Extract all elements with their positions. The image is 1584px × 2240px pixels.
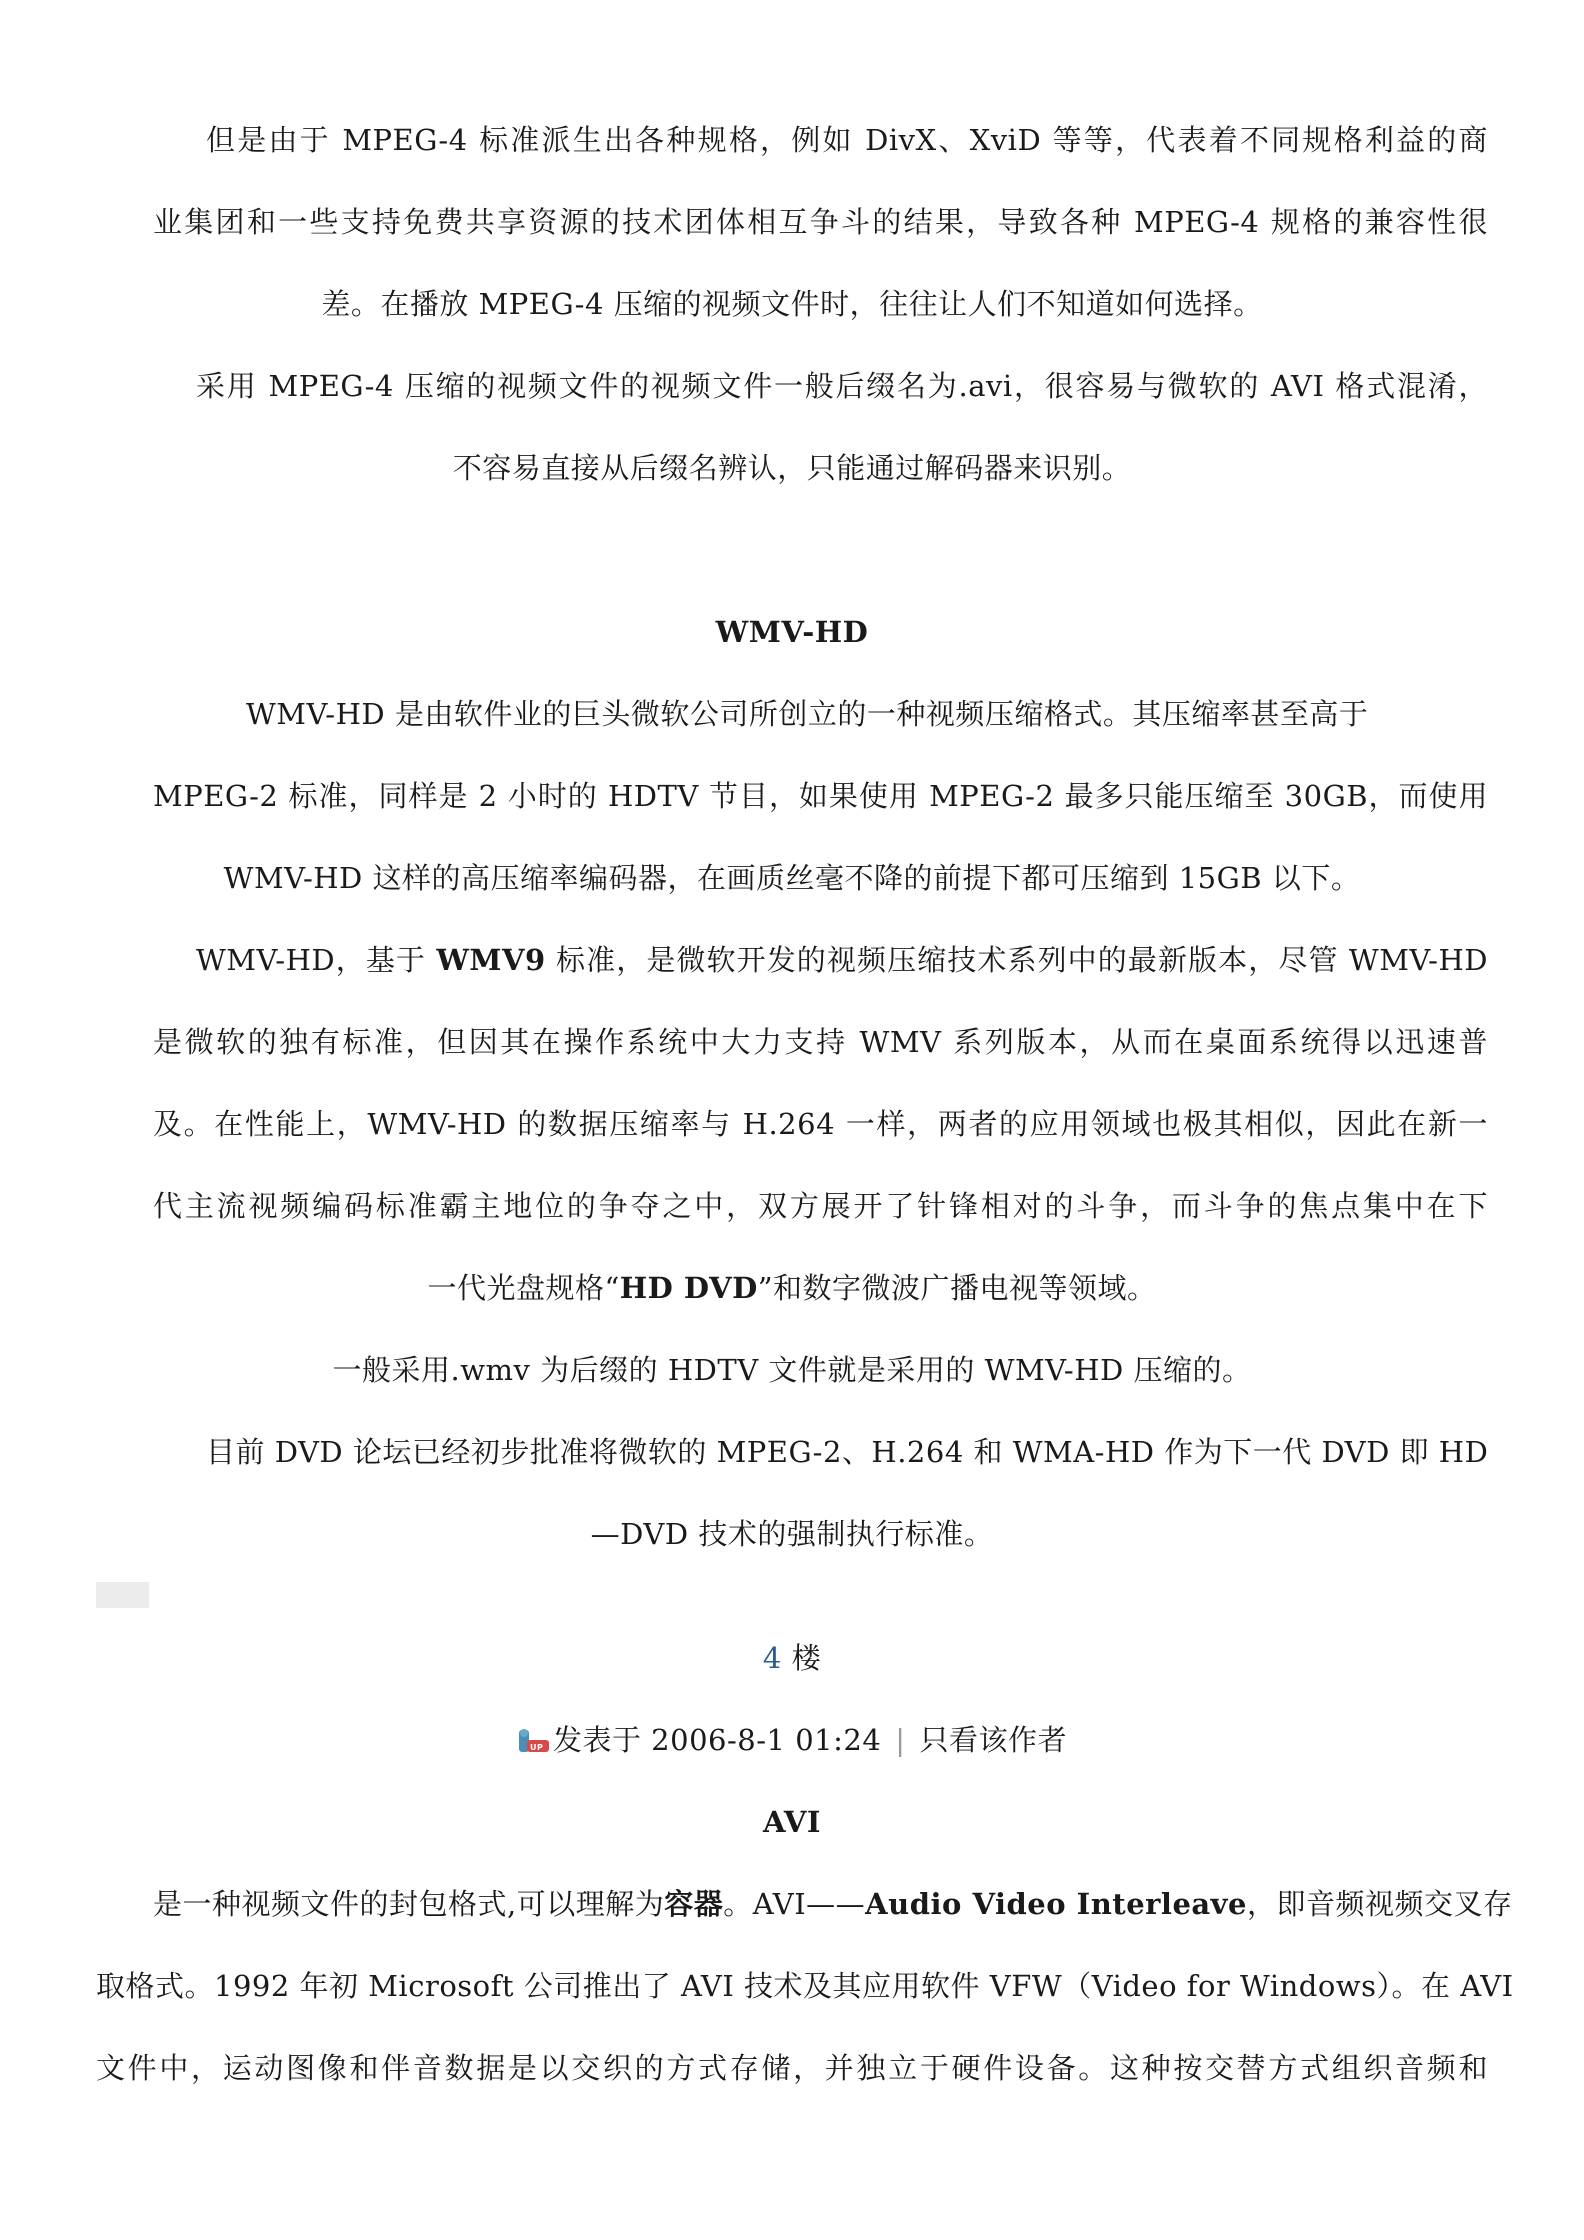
- avi-line-1: [153, 1884, 1513, 1924]
- avi-heading: AVI: [763, 1805, 821, 1839]
- wmv9-term: WMV9: [436, 943, 546, 977]
- post-timestamp: 2006-8-1 01:24: [651, 1723, 882, 1757]
- floor-number-link[interactable]: 4: [762, 1641, 782, 1675]
- hd-dvd-term: HD DVD: [619, 1271, 758, 1305]
- only-author-link[interactable]: 只看该作者: [919, 1723, 1068, 1757]
- gray-placeholder-box: [96, 1582, 149, 1608]
- post-floor: [96, 1638, 1488, 1678]
- meta-separator: |: [895, 1723, 906, 1757]
- avi-l1-text-a: 是一种视频文件的封包格式,可以理解为: [153, 1887, 665, 1921]
- mpeg4-paragraph-1-line-3: 差。在播放 MPEG-4 压缩的视频文件时，往往让人们不知道如何选择。: [321, 287, 1263, 321]
- posted-label: 发表于: [552, 1723, 642, 1757]
- wmvhd-paragraph-4-line-2: —DVD 技术的强制执行标准。: [590, 1517, 994, 1551]
- svg-text:UP: UP: [529, 1743, 544, 1752]
- audio-video-interleave-term: Audio Video Interleave: [865, 1887, 1247, 1921]
- wmvhd-paragraph-1-line-2: MPEG-2 标准，同样是 2 小时的 HDTV 节目，如果使用 MPEG-2 最多只能压缩至 30GB，而使用: [153, 779, 1488, 813]
- wmvhd-paragraph-2-line-1: [196, 940, 1488, 980]
- wmvhd-paragraph-2-line-5: [96, 1268, 1488, 1308]
- mpeg4-paragraph-1-line-2: 业集团和一些支持免费共享资源的技术团体相互争斗的结果，导致各种 MPEG-4 规格的兼容性很: [153, 205, 1488, 239]
- avi-l1-text-c: ，即音频视频交叉存: [1246, 1887, 1513, 1921]
- wmvhd-heading: WMV-HD: [715, 615, 869, 649]
- post-author-icon: [517, 1726, 551, 1756]
- mpeg4-paragraph-2-line-1: 采用 MPEG-4 压缩的视频文件的视频文件一般后缀名为.avi，很容易与微软的 AVI 格式混淆，: [196, 369, 1488, 403]
- wmvhd-paragraph-1-line-3: WMV-HD 这样的高压缩率编码器，在画质丝毫不降的前提下都可压缩到 15GB 以下。: [223, 861, 1361, 895]
- wmvhd-p2-l5-text-a: 一代光盘规格“: [427, 1271, 620, 1305]
- mpeg4-paragraph-1-line-1: 但是由于 MPEG-4 标准派生出各种规格，例如 DivX、XviD 等等，代表着不同规格利益的商: [206, 123, 1488, 157]
- mpeg4-paragraph-2-line-2: 不容易直接从后缀名辨认，只能通过解码器来识别。: [452, 451, 1132, 485]
- wmvhd-p2-text-b: 标准，是微软开发的视频压缩技术系列中的最新版本，尽管 WMV-HD: [545, 943, 1489, 977]
- avi-line-2: 取格式。1992 年初 Microsoft 公司推出了 AVI 技术及其应用软件 VFW（Video for Windows）。在 AVI: [96, 1969, 1514, 2003]
- wmvhd-paragraph-3: 一般采用.wmv 为后缀的 HDTV 文件就是采用的 WMV-HD 压缩的。: [332, 1353, 1252, 1387]
- wmvhd-paragraph-2-line-3: 及。在性能上，WMV-HD 的数据压缩率与 H.264 一样，两者的应用领域也极其相似，因此在新一: [153, 1107, 1488, 1141]
- wmvhd-paragraph-1-line-1: WMV-HD 是由软件业的巨头微软公司所创立的一种视频压缩格式。其压缩率甚至高于: [246, 697, 1369, 731]
- floor-label: 楼: [791, 1641, 822, 1675]
- wmvhd-paragraph-4-line-1: 目前 DVD 论坛已经初步批准将微软的 MPEG-2、H.264 和 WMA-HD 作为下一代 DVD 即 HD: [206, 1435, 1489, 1469]
- avi-l1-text-b: 。AVI——: [723, 1887, 866, 1921]
- post-meta: [96, 1720, 1488, 1760]
- avi-line-3: 文件中，运动图像和伴音数据是以交织的方式存储，并独立于硬件设备。这种按交替方式组织音频和: [96, 2051, 1488, 2085]
- wmvhd-paragraph-2-line-2: 是微软的独有标准，但因其在操作系统中大力支持 WMV 系列版本，从而在桌面系统得以迅速普: [153, 1025, 1488, 1059]
- wmvhd-p2-text-a: WMV-HD，基于: [196, 943, 437, 977]
- wmvhd-paragraph-2-line-4: 代主流视频编码标准霸主地位的争夺之中，双方展开了针锋相对的斗争，而斗争的焦点集中在下: [153, 1189, 1488, 1223]
- container-term: 容器: [664, 1887, 724, 1921]
- wmvhd-p2-l5-text-b: ”和数字微波广播电视等领域。: [757, 1271, 1157, 1305]
